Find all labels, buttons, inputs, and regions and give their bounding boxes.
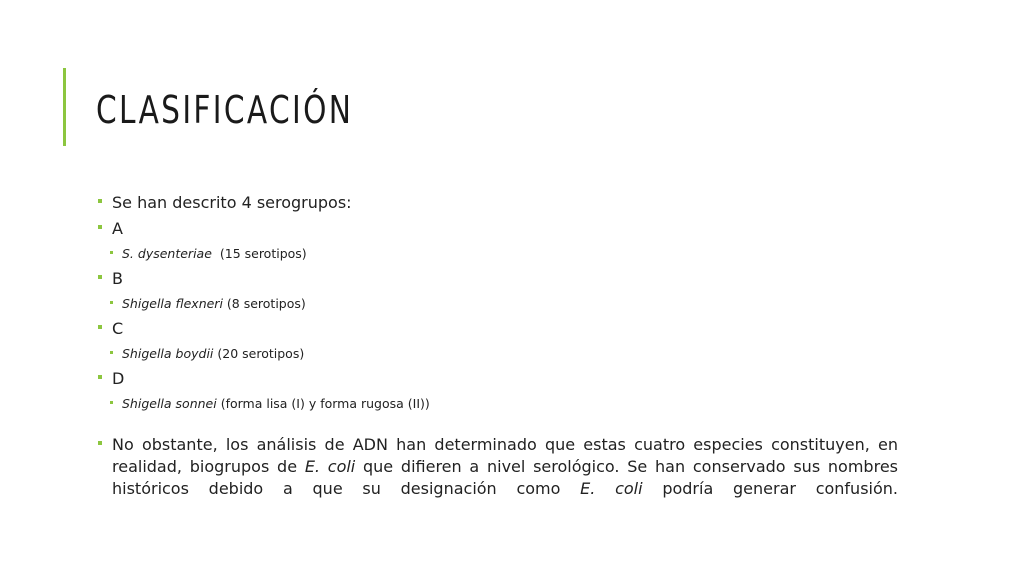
paragraph-ecoli-1: E. coli [304,457,356,476]
bullet-intro-text: Se han descrito 4 serogrupos: [112,193,352,212]
paragraph-ecoli-2: E. coli [580,479,643,498]
bullet-intro [98,190,898,216]
slide-content [98,190,898,500]
bullet-group-d [98,366,898,392]
paragraph-part3: podría generar confusión. [642,479,898,498]
slide-title: CLASIFICACIÓN [96,88,354,132]
paragraph-part1: No obstante, los análisis de ADN han determinado que estas cuatro especies constituyen, en realidad, biogrupos de [112,435,898,476]
bullet-species-c [110,342,898,366]
species-c-name: Shigella boydii [122,346,214,361]
bullet-group-b [98,266,898,292]
group-d-label: D [112,369,125,388]
group-a-label: A [112,219,123,238]
bullet-species-d [110,392,898,416]
bullet-paragraph [98,434,898,500]
bullet-group-c [98,316,898,342]
paragraph-part2: que difieren a nivel serológico. Se han conservado sus nombres históricos debido a que su designación como [112,457,898,498]
species-d-detail: (forma lisa (I) y forma rugosa (II)) [220,396,430,411]
species-c-detail: (20 serotipos) [217,346,305,361]
species-b-detail: (8 serotipos) [226,296,306,311]
bullet-species-a [110,242,898,266]
group-c-label: C [112,319,124,338]
group-b-label: B [112,269,123,288]
species-a-name: S. dysenteriae [122,246,212,261]
title-accent-bar [63,68,66,146]
species-b-name: Shigella flexneri [122,296,223,311]
species-d-name: Shigella sonnei [122,396,217,411]
bullet-group-a [98,216,898,242]
bullet-species-b [110,292,898,316]
species-a-detail: (15 serotipos) [219,246,307,261]
